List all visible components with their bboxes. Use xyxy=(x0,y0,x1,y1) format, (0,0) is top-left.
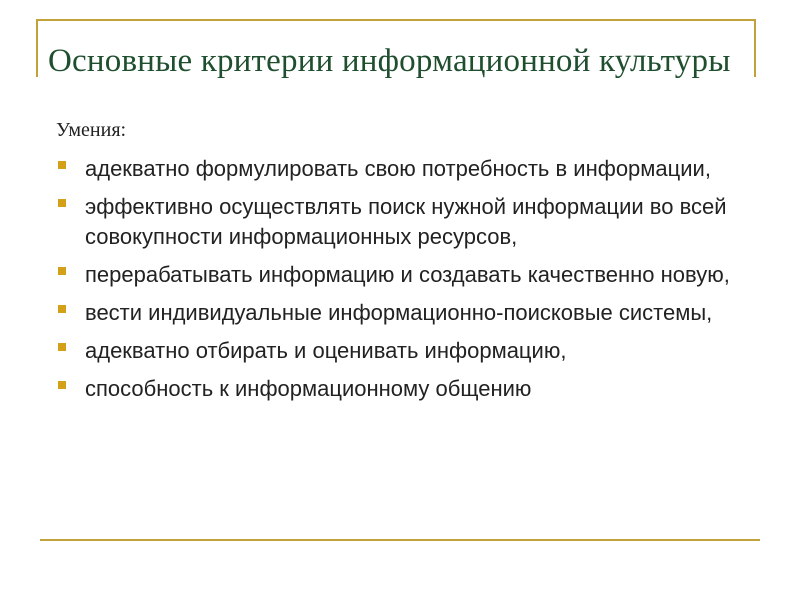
bullet-item xyxy=(58,154,770,184)
bullet-text: адекватно отбирать и оценивать информацию, xyxy=(85,338,567,363)
square-bullet-icon xyxy=(58,343,66,351)
subtitle: Умения: xyxy=(56,119,127,141)
bullet-item xyxy=(58,336,770,366)
bullet-item xyxy=(58,192,770,252)
bullet-list xyxy=(58,154,770,412)
square-bullet-icon xyxy=(58,305,66,313)
bullet-text: вести индивидуальные информационно-поисковые системы, xyxy=(85,300,713,325)
bullet-text: способность к информационному общению xyxy=(85,376,532,401)
bullet-item xyxy=(58,260,770,290)
title-frame-right-line xyxy=(754,19,756,77)
square-bullet-icon xyxy=(58,199,66,207)
square-bullet-icon xyxy=(58,161,66,169)
footer-line xyxy=(40,539,760,541)
bullet-item xyxy=(58,298,770,328)
square-bullet-icon xyxy=(58,381,66,389)
square-bullet-icon xyxy=(58,267,66,275)
bullet-text: перерабатывать информацию и создавать качественно новую, xyxy=(85,262,730,287)
title-frame-top-line xyxy=(36,19,756,21)
bullet-text: адекватно формулировать свою потребность в информации, xyxy=(85,156,711,181)
bullet-item xyxy=(58,374,770,404)
title-frame-left-line xyxy=(36,19,38,77)
slide-title: Основные критерии информационной культуры xyxy=(48,43,731,79)
bullet-text: эффективно осуществлять поиск нужной информации во всей совокупности информационных ресурсов, xyxy=(85,194,727,249)
